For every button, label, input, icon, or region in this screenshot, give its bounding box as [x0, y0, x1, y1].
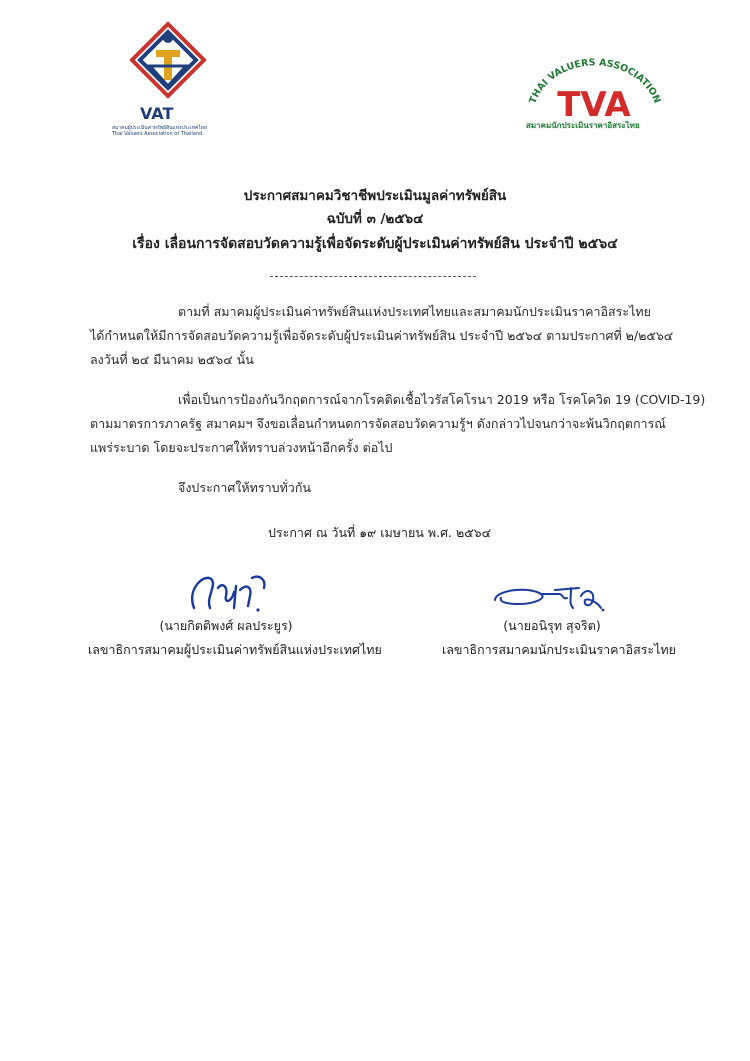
signature-left-icon [176, 568, 276, 614]
vat-emblem-icon [128, 20, 208, 106]
announcement-number: ฉบับที่ ๓ /๒๕๖๔ [326, 211, 424, 227]
tva-caption-thai: สมาคมนักประเมินราคาอิสระไทย [526, 121, 640, 130]
paragraph-1-line-2: ได้กำหนดให้มีการจัดสอบวัดความรู้เพื่อจัดระดับผู้ประเมินค่าทรัพย์สิน ประจำปี ๒๕๖๔ ตามประกาศที่ ๒/๒๕๖๔ [90, 328, 674, 343]
paragraph-2-line-1: เพื่อเป็นการป้องกันวิกฤตการณ์จากโรคติดเชื้อไวรัสโคโรนา 2019 หรือ โรคโควิด 19 (COVID-19) [178, 392, 706, 407]
signatory-right-name: (นายอนิรุท สุจริต) [503, 618, 601, 633]
paragraph-1-line-3: ลงวันที่ ๒๔ มีนาคม ๒๕๖๔ นั้น [90, 352, 254, 367]
paragraph-1 [90, 300, 674, 372]
vat-logo [108, 20, 226, 142]
signatory-left-name: (นายกิตติพงศ์ ผลประยูร) [159, 618, 293, 633]
tva-arc-text: THAI VALUERS ASSOCIATION [527, 57, 663, 106]
signatory-right-position: เลขาธิการสมาคมนักประเมินราคาอิสระไทย [442, 642, 676, 657]
tva-mark: TVA [557, 85, 631, 120]
vat-caption-thai: สมาคมผู้ประเมินค่าทรัพย์สินแห่งประเทศไทย [112, 125, 207, 131]
paragraph-2-line-2: ตามมาตรการภาครัฐ สมาคมฯ จึงขอเลื่อนกำหนดการจัดสอบวัดความรู้ฯ ดังกล่าวไปจนกว่าจะพ้นวิกฤตการณ์ [90, 416, 666, 431]
signature-block-left [88, 568, 382, 662]
announcement-date: ประกาศ ณ วันที่ ๑๙ เมษายน พ.ศ. ๒๕๖๔ [268, 525, 492, 540]
announcement-subject: เรื่อง เลื่อนการจัดสอบวัดความรู้เพื่อจัดระดับผู้ประเมินค่าทรัพย์สิน ประจำปี ๒๕๖๔ [132, 236, 618, 252]
vat-caption-english: Thai Valuers Association of Thailand [112, 131, 203, 137]
closing-statement: จึงประกาศให้ทราบทั่วกัน [178, 480, 311, 495]
paragraph-3 [90, 476, 660, 500]
signature-right-icon [489, 580, 615, 614]
paragraph-2 [90, 388, 706, 460]
dashed-divider [270, 276, 476, 277]
announcement-title: ประกาศสมาคมวิชาชีพประเมินมูลค่าทรัพย์สิน [243, 188, 507, 204]
signatory-left-position: เลขาธิการสมาคมผู้ประเมินค่าทรัพย์สินแห่งประเทศไทย [88, 642, 382, 657]
paragraph-1-line-1: ตามที่ สมาคมผู้ประเมินค่าทรัพย์สินแห่งประเทศไทยและสมาคมนักประเมินราคาอิสระไทย [178, 304, 651, 319]
tva-emblem-icon [524, 48, 664, 120]
vat-wordmark: VAT [140, 104, 174, 123]
paragraph-2-line-3: แพร่ระบาด โดยจะประกาศให้ทราบล่วงหน้าอีกครั้ง ต่อไป [90, 440, 393, 455]
tva-logo [524, 48, 664, 138]
signature-block-right [442, 580, 676, 662]
